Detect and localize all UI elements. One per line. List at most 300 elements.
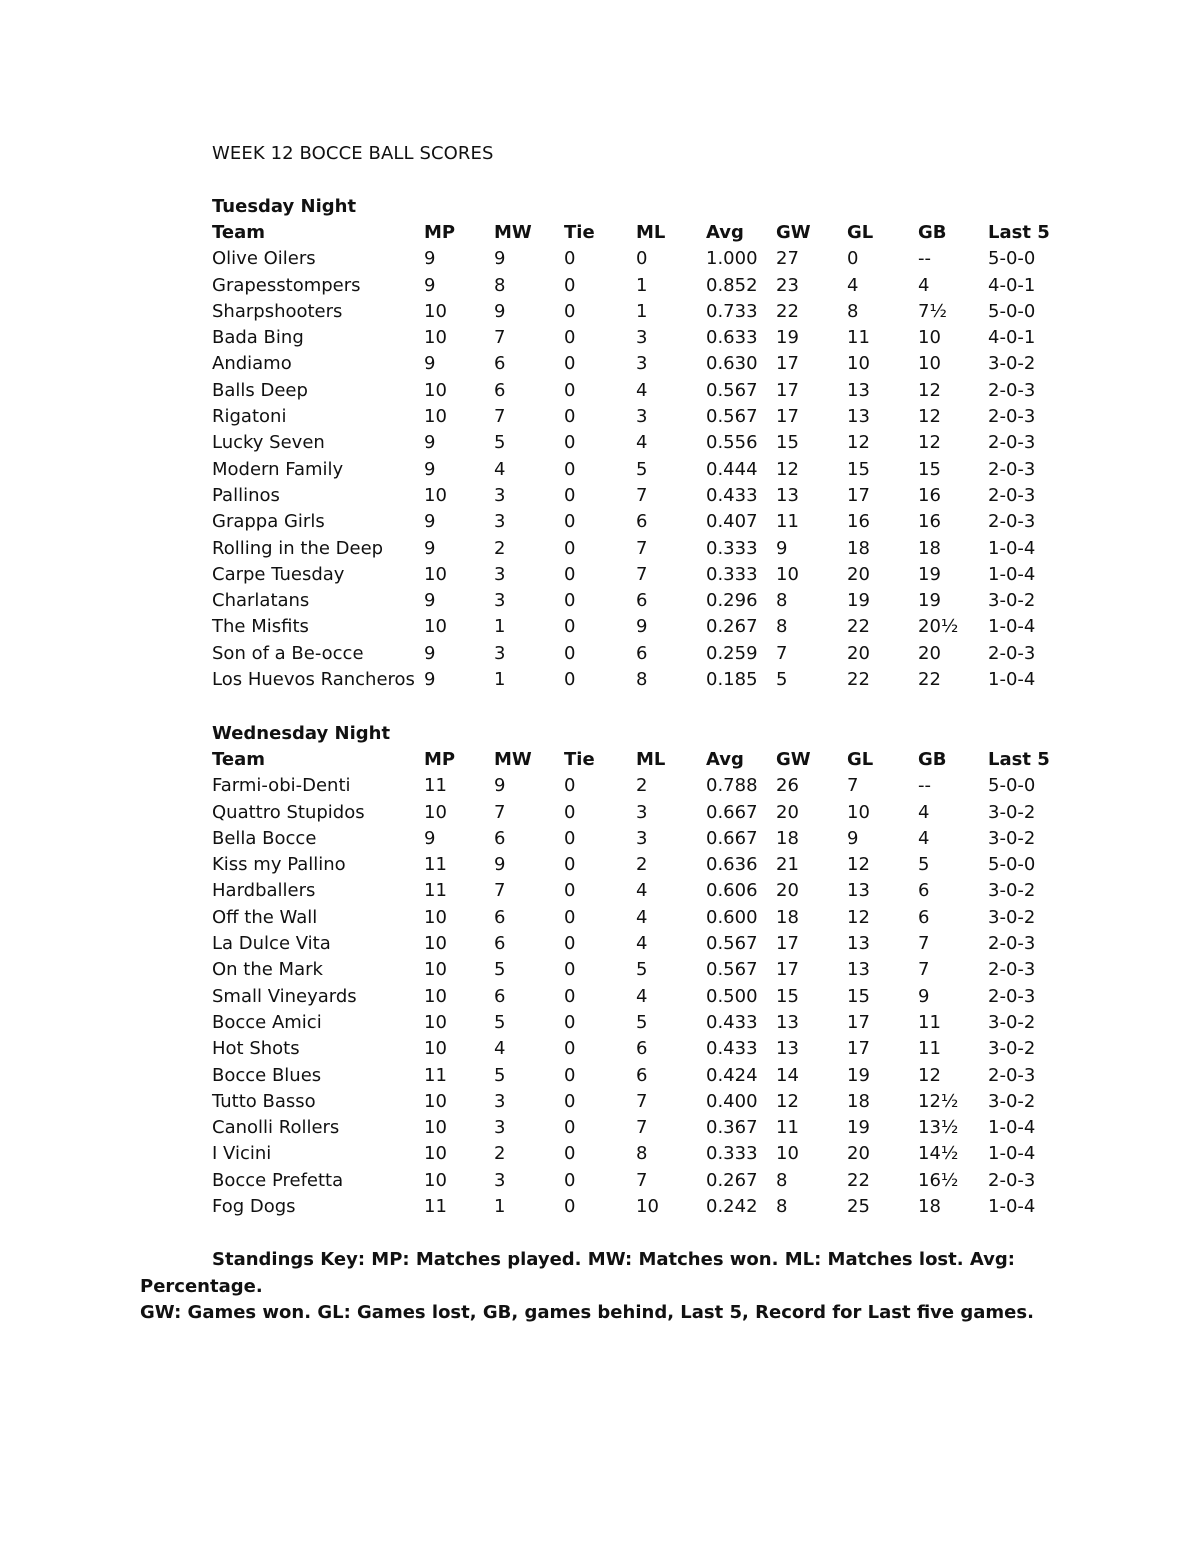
cell-last5: 1-0-4	[988, 616, 1036, 638]
cell-gb: 16	[918, 484, 941, 506]
section-title: Wednesday Night	[212, 723, 391, 744]
cell-team: Balls Deep	[212, 379, 308, 401]
cell-avg: 0.788	[706, 775, 758, 797]
cell-mw: 5	[494, 432, 506, 454]
cell-tie: 0	[564, 1090, 576, 1112]
cell-mp: 10	[424, 1011, 447, 1033]
cell-avg: 0.333	[706, 537, 758, 559]
cell-mp: 9	[424, 537, 436, 559]
cell-gl: 12	[847, 432, 870, 454]
cell-mw: 6	[494, 906, 506, 928]
cell-mp: 9	[424, 353, 436, 375]
cell-last5: 2-0-3	[988, 959, 1036, 981]
cell-mw: 6	[494, 985, 506, 1007]
cell-gb: 10	[918, 353, 941, 375]
cell-tie: 0	[564, 775, 576, 797]
cell-mp: 9	[424, 458, 436, 480]
cell-gl: 13	[847, 406, 870, 428]
cell-gw: 27	[776, 248, 799, 270]
cell-avg: 0.185	[706, 669, 758, 691]
cell-gl: 9	[847, 827, 859, 849]
cell-mp: 9	[424, 432, 436, 454]
cell-ml: 2	[636, 854, 648, 876]
cell-tie: 0	[564, 300, 576, 322]
cell-gw: 10	[776, 1143, 799, 1165]
cell-gw: 11	[776, 511, 799, 533]
cell-mw: 5	[494, 1011, 506, 1033]
table-row	[212, 588, 1072, 614]
cell-ml: 3	[636, 353, 648, 375]
cell-tie: 0	[564, 669, 576, 691]
column-header-gb: GB	[918, 222, 947, 243]
table-row	[212, 562, 1072, 588]
cell-mw: 3	[494, 511, 506, 533]
table-row	[212, 957, 1072, 983]
cell-tie: 0	[564, 353, 576, 375]
cell-avg: 0.400	[706, 1090, 758, 1112]
cell-mw: 2	[494, 1143, 506, 1165]
cell-last5: 3-0-2	[988, 801, 1036, 823]
cell-ml: 8	[636, 669, 648, 691]
cell-team: The Misfits	[212, 616, 309, 638]
cell-last5: 2-0-3	[988, 933, 1036, 955]
cell-ml: 9	[636, 616, 648, 638]
cell-gw: 23	[776, 274, 799, 296]
cell-gl: 13	[847, 379, 870, 401]
column-header-gb: GB	[918, 749, 947, 770]
cell-mp: 9	[424, 642, 436, 664]
column-header-team: Team	[212, 749, 265, 770]
cell-gl: 10	[847, 801, 870, 823]
cell-gl: 25	[847, 1196, 870, 1218]
cell-last5: 2-0-3	[988, 379, 1036, 401]
table-row	[212, 800, 1072, 826]
cell-mp: 10	[424, 484, 447, 506]
cell-tie: 0	[564, 1117, 576, 1139]
cell-gb: 16	[918, 511, 941, 533]
cell-mw: 9	[494, 854, 506, 876]
cell-ml: 5	[636, 959, 648, 981]
cell-tie: 0	[564, 880, 576, 902]
cell-tie: 0	[564, 959, 576, 981]
cell-team: Tutto Basso	[212, 1090, 316, 1112]
cell-mp: 10	[424, 1117, 447, 1139]
column-header-tie: Tie	[564, 749, 595, 770]
table-row	[212, 1063, 1072, 1089]
cell-gb: 11	[918, 1038, 941, 1060]
cell-ml: 6	[636, 1064, 648, 1086]
cell-team: Son of a Be-occe	[212, 642, 364, 664]
cell-tie: 0	[564, 327, 576, 349]
cell-avg: 0.567	[706, 406, 758, 428]
cell-gl: 13	[847, 959, 870, 981]
table-row	[212, 826, 1072, 852]
cell-tie: 0	[564, 1143, 576, 1165]
cell-gw: 20	[776, 880, 799, 902]
cell-team: Pallinos	[212, 484, 280, 506]
cell-team: Bocce Blues	[212, 1064, 322, 1086]
cell-gb: 12	[918, 406, 941, 428]
cell-gb: 18	[918, 537, 941, 559]
table-row	[212, 614, 1072, 640]
cell-gl: 13	[847, 933, 870, 955]
column-header-tie: Tie	[564, 222, 595, 243]
cell-last5: 1-0-4	[988, 1117, 1036, 1139]
cell-gw: 10	[776, 563, 799, 585]
cell-team: Lucky Seven	[212, 432, 325, 454]
cell-mw: 3	[494, 1090, 506, 1112]
cell-mp: 9	[424, 511, 436, 533]
cell-team: La Dulce Vita	[212, 933, 331, 955]
tuesday-standings	[212, 194, 1072, 693]
cell-tie: 0	[564, 1196, 576, 1218]
cell-ml: 2	[636, 775, 648, 797]
cell-ml: 4	[636, 880, 648, 902]
cell-last5: 3-0-2	[988, 1011, 1036, 1033]
section-title: Tuesday Night	[212, 196, 357, 217]
cell-gb: 7	[918, 959, 930, 981]
cell-gw: 18	[776, 906, 799, 928]
table-row	[212, 931, 1072, 957]
cell-team: I Vicini	[212, 1143, 272, 1165]
table-row	[212, 773, 1072, 799]
cell-last5: 5-0-0	[988, 775, 1036, 797]
cell-mw: 1	[494, 1196, 506, 1218]
cell-gw: 13	[776, 1038, 799, 1060]
cell-avg: 0.556	[706, 432, 758, 454]
cell-team: Grappa Girls	[212, 511, 325, 533]
cell-gl: 7	[847, 775, 859, 797]
table-header-row	[212, 747, 1072, 773]
cell-ml: 6	[636, 1038, 648, 1060]
cell-last5: 4-0-1	[988, 327, 1036, 349]
cell-gl: 22	[847, 616, 870, 638]
cell-gb: 7	[918, 933, 930, 955]
cell-tie: 0	[564, 801, 576, 823]
cell-last5: 5-0-0	[988, 854, 1036, 876]
standings-key	[140, 1247, 1060, 1327]
cell-gw: 18	[776, 827, 799, 849]
cell-mp: 11	[424, 880, 447, 902]
cell-mw: 7	[494, 406, 506, 428]
cell-team: Modern Family	[212, 458, 344, 480]
cell-gl: 19	[847, 590, 870, 612]
cell-gl: 19	[847, 1064, 870, 1086]
cell-ml: 7	[636, 537, 648, 559]
cell-gl: 17	[847, 1011, 870, 1033]
table-row	[212, 1036, 1072, 1062]
column-header-mw: MW	[494, 222, 532, 243]
cell-gl: 13	[847, 880, 870, 902]
cell-gb: 12	[918, 432, 941, 454]
cell-team: Rigatoni	[212, 406, 287, 428]
cell-avg: 0.633	[706, 327, 758, 349]
cell-mw: 2	[494, 537, 506, 559]
cell-team: Bocce Prefetta	[212, 1169, 344, 1191]
cell-gb: 12½	[918, 1090, 959, 1112]
table-header-row	[212, 220, 1072, 246]
cell-ml: 1	[636, 274, 648, 296]
cell-gb: 10	[918, 327, 941, 349]
cell-team: On the Mark	[212, 959, 323, 981]
table-row	[212, 1115, 1072, 1141]
cell-gl: 15	[847, 985, 870, 1007]
cell-gb: 19	[918, 563, 941, 585]
cell-ml: 4	[636, 933, 648, 955]
cell-team: Bocce Amici	[212, 1011, 322, 1033]
table-row	[212, 457, 1072, 483]
cell-gw: 14	[776, 1064, 799, 1086]
cell-mp: 10	[424, 616, 447, 638]
cell-gw: 26	[776, 775, 799, 797]
cell-last5: 3-0-2	[988, 906, 1036, 928]
cell-gb: 7½	[918, 300, 947, 322]
cell-avg: 0.296	[706, 590, 758, 612]
cell-gw: 7	[776, 642, 788, 664]
cell-mp: 9	[424, 590, 436, 612]
cell-mw: 3	[494, 642, 506, 664]
cell-tie: 0	[564, 827, 576, 849]
cell-gb: --	[918, 248, 931, 270]
table-row	[212, 984, 1072, 1010]
cell-ml: 6	[636, 642, 648, 664]
table-row	[212, 1141, 1072, 1167]
cell-gb: 12	[918, 379, 941, 401]
cell-tie: 0	[564, 1169, 576, 1191]
cell-tie: 0	[564, 458, 576, 480]
cell-gw: 8	[776, 1169, 788, 1191]
table-row	[212, 378, 1072, 404]
table-row	[212, 351, 1072, 377]
cell-last5: 2-0-3	[988, 511, 1036, 533]
cell-team: Los Huevos Rancheros	[212, 669, 415, 691]
cell-gl: 18	[847, 537, 870, 559]
cell-gl: 22	[847, 1169, 870, 1191]
cell-gw: 11	[776, 1117, 799, 1139]
cell-avg: 0.433	[706, 1038, 758, 1060]
table-row	[212, 536, 1072, 562]
cell-gl: 16	[847, 511, 870, 533]
cell-mw: 9	[494, 300, 506, 322]
cell-gb: --	[918, 775, 931, 797]
cell-ml: 0	[636, 248, 648, 270]
cell-gw: 8	[776, 590, 788, 612]
cell-gw: 13	[776, 484, 799, 506]
cell-mw: 6	[494, 379, 506, 401]
cell-mp: 9	[424, 274, 436, 296]
column-header-avg: Avg	[706, 749, 744, 770]
cell-mp: 9	[424, 669, 436, 691]
cell-tie: 0	[564, 933, 576, 955]
cell-last5: 3-0-2	[988, 1038, 1036, 1060]
cell-avg: 0.424	[706, 1064, 758, 1086]
table-row	[212, 430, 1072, 456]
cell-mw: 5	[494, 1064, 506, 1086]
cell-gw: 8	[776, 616, 788, 638]
cell-ml: 3	[636, 406, 648, 428]
cell-team: Olive Oilers	[212, 248, 316, 270]
cell-gb: 19	[918, 590, 941, 612]
column-header-gl: GL	[847, 749, 874, 770]
cell-avg: 1.000	[706, 248, 758, 270]
cell-mp: 10	[424, 300, 447, 322]
cell-ml: 6	[636, 590, 648, 612]
cell-gw: 13	[776, 1011, 799, 1033]
cell-mp: 10	[424, 379, 447, 401]
cell-gl: 8	[847, 300, 859, 322]
cell-mw: 8	[494, 274, 506, 296]
table-row	[212, 667, 1072, 693]
cell-gb: 6	[918, 880, 930, 902]
cell-mp: 10	[424, 959, 447, 981]
cell-mp: 10	[424, 1169, 447, 1191]
cell-last5: 2-0-3	[988, 458, 1036, 480]
cell-last5: 2-0-3	[988, 484, 1036, 506]
table-row	[212, 1194, 1072, 1220]
column-header-last5: Last 5	[988, 222, 1050, 243]
cell-tie: 0	[564, 1011, 576, 1033]
cell-last5: 2-0-3	[988, 1064, 1036, 1086]
column-header-gl: GL	[847, 222, 874, 243]
column-header-mp: MP	[424, 749, 456, 770]
cell-gl: 18	[847, 1090, 870, 1112]
cell-mw: 3	[494, 484, 506, 506]
cell-tie: 0	[564, 379, 576, 401]
cell-gw: 12	[776, 458, 799, 480]
cell-mw: 6	[494, 353, 506, 375]
page-title: WEEK 12 BOCCE BALL SCORES	[212, 143, 494, 164]
cell-tie: 0	[564, 406, 576, 428]
column-header-team: Team	[212, 222, 265, 243]
cell-team: Kiss my Pallino	[212, 854, 346, 876]
cell-ml: 7	[636, 484, 648, 506]
cell-gb: 4	[918, 801, 930, 823]
cell-team: Hardballers	[212, 880, 316, 902]
cell-mp: 11	[424, 1196, 447, 1218]
cell-gb: 4	[918, 827, 930, 849]
cell-mw: 6	[494, 933, 506, 955]
cell-tie: 0	[564, 537, 576, 559]
cell-team: Charlatans	[212, 590, 310, 612]
cell-mp: 10	[424, 1038, 447, 1060]
wednesday-standings	[212, 721, 1072, 1220]
cell-gw: 20	[776, 801, 799, 823]
cell-gb: 6	[918, 906, 930, 928]
cell-gb: 22	[918, 669, 941, 691]
cell-ml: 7	[636, 1117, 648, 1139]
cell-mp: 10	[424, 933, 447, 955]
cell-team: Bada Bing	[212, 327, 304, 349]
cell-last5: 1-0-4	[988, 1196, 1036, 1218]
cell-tie: 0	[564, 854, 576, 876]
cell-team: Fog Dogs	[212, 1196, 296, 1218]
cell-team: Andiamo	[212, 353, 292, 375]
cell-ml: 7	[636, 1090, 648, 1112]
table-row	[212, 246, 1072, 272]
cell-last5: 2-0-3	[988, 642, 1036, 664]
cell-mp: 11	[424, 854, 447, 876]
cell-mw: 7	[494, 327, 506, 349]
cell-tie: 0	[564, 985, 576, 1007]
cell-gb: 5	[918, 854, 930, 876]
cell-mw: 6	[494, 827, 506, 849]
cell-gl: 4	[847, 274, 859, 296]
cell-avg: 0.667	[706, 801, 758, 823]
cell-tie: 0	[564, 511, 576, 533]
cell-avg: 0.433	[706, 484, 758, 506]
cell-last5: 4-0-1	[988, 274, 1036, 296]
cell-gl: 0	[847, 248, 859, 270]
cell-gl: 19	[847, 1117, 870, 1139]
cell-tie: 0	[564, 616, 576, 638]
cell-avg: 0.852	[706, 274, 758, 296]
cell-avg: 0.630	[706, 353, 758, 375]
cell-mp: 10	[424, 906, 447, 928]
cell-gl: 17	[847, 484, 870, 506]
cell-last5: 3-0-2	[988, 827, 1036, 849]
cell-team: Carpe Tuesday	[212, 563, 345, 585]
cell-avg: 0.259	[706, 642, 758, 664]
cell-mw: 3	[494, 1117, 506, 1139]
table-row	[212, 404, 1072, 430]
cell-ml: 4	[636, 906, 648, 928]
cell-last5: 2-0-3	[988, 406, 1036, 428]
cell-team: Hot Shots	[212, 1038, 300, 1060]
cell-last5: 1-0-4	[988, 563, 1036, 585]
cell-mp: 10	[424, 801, 447, 823]
table-row	[212, 1089, 1072, 1115]
cell-gb: 13½	[918, 1117, 959, 1139]
column-header-last5: Last 5	[988, 749, 1050, 770]
cell-gl: 12	[847, 906, 870, 928]
cell-mp: 10	[424, 1143, 447, 1165]
cell-avg: 0.567	[706, 933, 758, 955]
cell-gw: 15	[776, 432, 799, 454]
cell-mp: 9	[424, 827, 436, 849]
column-header-ml: ML	[636, 749, 666, 770]
cell-mw: 4	[494, 1038, 506, 1060]
cell-last5: 2-0-3	[988, 1169, 1036, 1191]
cell-tie: 0	[564, 1038, 576, 1060]
cell-mw: 1	[494, 616, 506, 638]
cell-gb: 18	[918, 1196, 941, 1218]
cell-gb: 11	[918, 1011, 941, 1033]
cell-gw: 17	[776, 959, 799, 981]
table-row	[212, 325, 1072, 351]
table-row	[212, 299, 1072, 325]
cell-gw: 21	[776, 854, 799, 876]
cell-gw: 19	[776, 327, 799, 349]
cell-gw: 17	[776, 379, 799, 401]
cell-team: Sharpshooters	[212, 300, 343, 322]
cell-mp: 10	[424, 563, 447, 585]
cell-mw: 7	[494, 801, 506, 823]
cell-avg: 0.433	[706, 1011, 758, 1033]
cell-mp: 11	[424, 1064, 447, 1086]
column-header-mp: MP	[424, 222, 456, 243]
cell-avg: 0.267	[706, 1169, 758, 1191]
cell-gl: 10	[847, 353, 870, 375]
cell-team: Canolli Rollers	[212, 1117, 340, 1139]
cell-gl: 20	[847, 642, 870, 664]
cell-avg: 0.600	[706, 906, 758, 928]
column-header-avg: Avg	[706, 222, 744, 243]
cell-last5: 1-0-4	[988, 537, 1036, 559]
cell-gw: 9	[776, 537, 788, 559]
cell-last5: 5-0-0	[988, 248, 1036, 270]
cell-team: Farmi-obi-Denti	[212, 775, 351, 797]
cell-gw: 17	[776, 353, 799, 375]
